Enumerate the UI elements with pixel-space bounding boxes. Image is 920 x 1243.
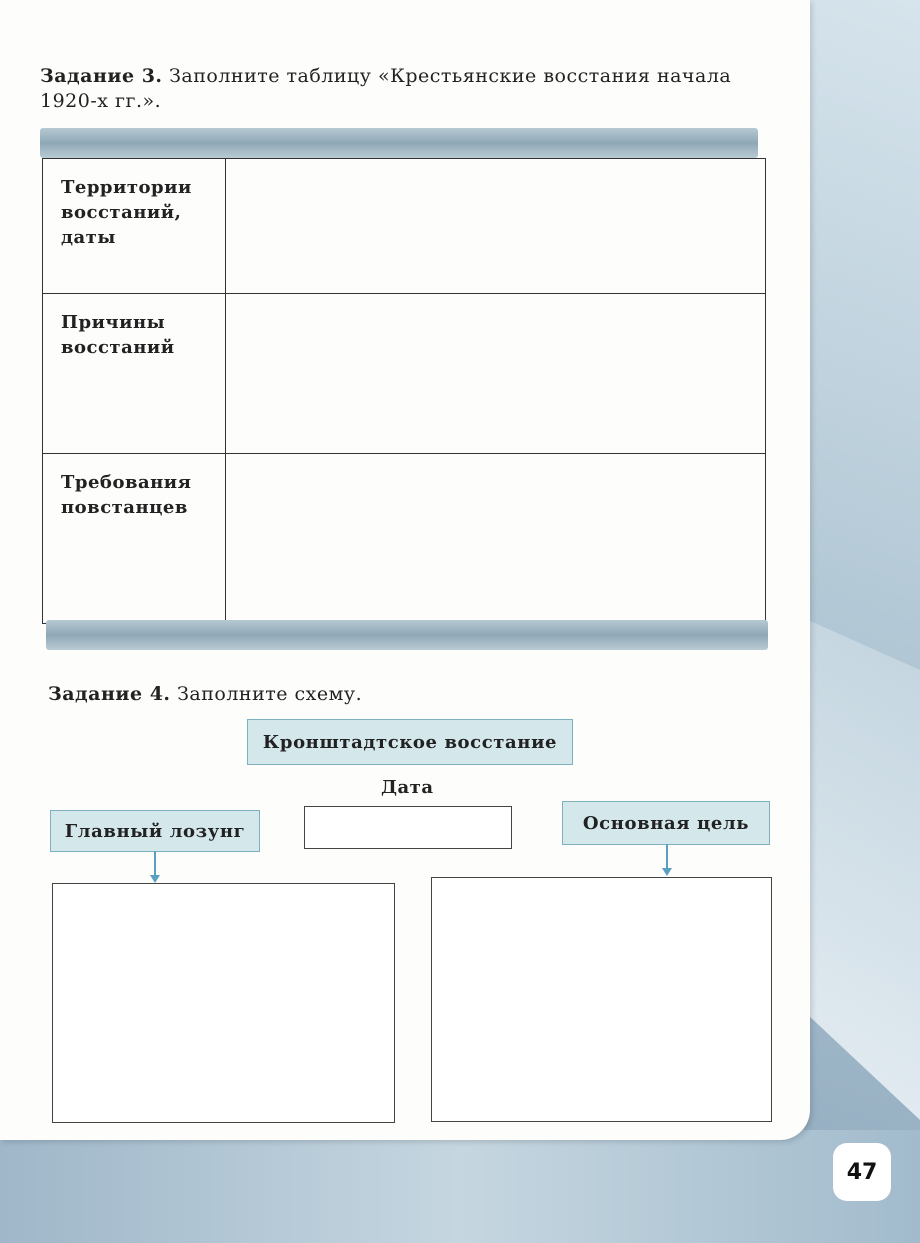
table-row <box>43 294 766 454</box>
date-input-box[interactable] <box>304 806 512 849</box>
decorative-strip-top <box>40 128 758 158</box>
row-header: Требования повстанцев <box>43 454 226 624</box>
page-number: 47 <box>833 1143 891 1201</box>
arrow-left-head <box>150 875 160 883</box>
uprisings-table <box>42 158 766 624</box>
task3-number: Задание 3. <box>40 65 163 87</box>
task3-text: Заполните таблицу «Крестьянские восстания начала 1920-х гг.». <box>40 65 732 112</box>
background-shape <box>0 1130 920 1243</box>
row-header: Территории восстаний, даты <box>43 159 226 294</box>
table-row <box>43 454 766 624</box>
task4-number: Задание 4. <box>48 683 171 705</box>
task4-text: Заполните схему. <box>177 683 363 705</box>
arrow-left <box>154 851 156 875</box>
date-label: Дата <box>381 777 434 798</box>
answer-cell[interactable] <box>226 454 766 624</box>
row-header: Причины восстаний <box>43 294 226 454</box>
arrow-right <box>666 844 668 868</box>
center-label: Кронштадтское восстание <box>247 719 573 765</box>
answer-cell[interactable] <box>226 159 766 294</box>
arrow-right-head <box>662 868 672 876</box>
decorative-strip-bottom <box>46 620 768 650</box>
task3-title <box>40 64 760 114</box>
left-label: Главный лозунг <box>50 810 260 852</box>
table-row <box>43 159 766 294</box>
right-label: Основная цель <box>562 801 770 845</box>
goal-answer-box[interactable] <box>431 877 772 1122</box>
task4-title <box>48 682 748 707</box>
slogan-answer-box[interactable] <box>52 883 395 1123</box>
answer-cell[interactable] <box>226 294 766 454</box>
